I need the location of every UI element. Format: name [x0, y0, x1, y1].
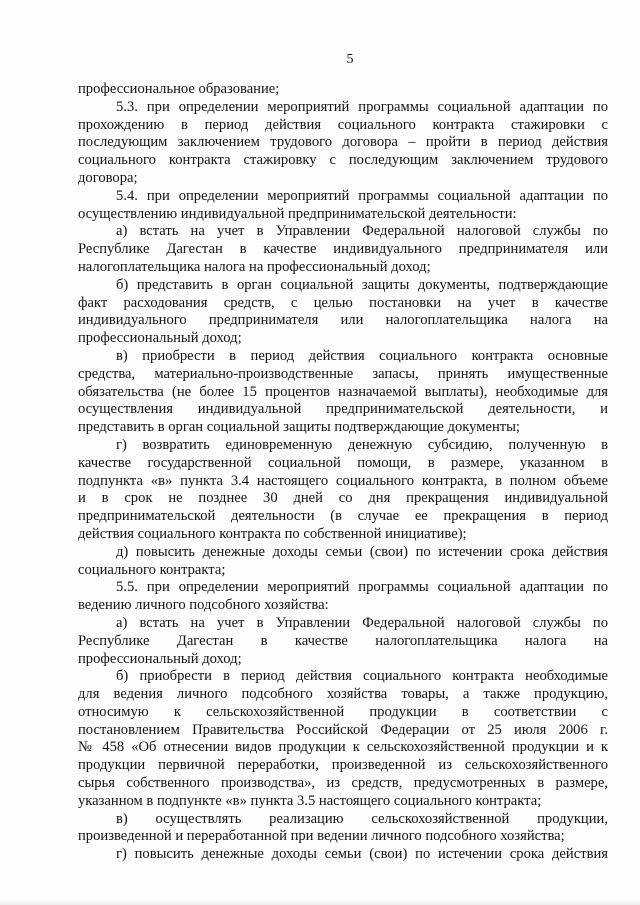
- text-line: ведению личного подсобного хозяйства:: [78, 597, 329, 614]
- text-line: осуществления индивидуальной предпринимательской деятельности, и: [78, 401, 608, 418]
- page-number: 5: [346, 52, 354, 67]
- text-line: б) представить в орган социальной защиты документы, подтверждающие: [116, 276, 608, 293]
- text-line: средства, материально-производственные запасы, принять имущественные: [78, 365, 608, 382]
- text-line: г) возвратить единовременную денежную субсидию, полученную в: [116, 436, 608, 453]
- text-line: профессиональный доход;: [78, 650, 242, 667]
- text-line: Республике Дагестан в качестве индивидуального предпринимателя или: [78, 241, 608, 258]
- text-line: произведенной и переработанной при ведении личного подсобного хозяйства;: [78, 828, 565, 845]
- text-line: б) приобрести в период действия социального контракта необходимые: [116, 668, 608, 685]
- text-line: осуществлению индивидуальной предпринимательской деятельности:: [78, 205, 517, 222]
- text-line: социального контракта стажировку с последующим заключением трудового: [78, 152, 608, 169]
- text-line: представить в орган социальной защиты подтверждающие документы;: [78, 419, 520, 436]
- text-line: продукции первичной переработки, произведенной из сельскохозяйственного: [78, 757, 608, 774]
- text-line: подпункта «в» пункта 3.4 настоящего социального контракта, в полном объеме: [78, 472, 608, 489]
- text-line: относимую к сельскохозяйственной продукции в соответствии с: [78, 703, 608, 720]
- text-line: действия социального контракта по собственной инициативе);: [78, 525, 467, 542]
- text-line: предпринимательской деятельности (в случае ее прекращения в период: [78, 508, 608, 525]
- text-line: д) повысить денежные доходы семьи (свои) по истечении срока действия: [116, 543, 608, 560]
- text-line: договора;: [78, 169, 138, 186]
- text-line: Республике Дагестан в качестве налогоплательщика налога на: [78, 632, 608, 649]
- scan-edge: [0, 899, 640, 905]
- text-line: качестве государственной социальной помощи, в размере, указанном в: [78, 454, 608, 471]
- text-line: сырья собственного производства», из средств, предусмотренных в размере,: [78, 775, 608, 792]
- text-line: 5.4. при определении мероприятий программы социальной адаптации по: [116, 187, 608, 204]
- text-line: для ведения личного подсобного хозяйства товары, а также продукцию,: [78, 686, 608, 703]
- text-line: постановлением Правительства Российской Федерации от 25 июля 2006 г.: [78, 721, 608, 738]
- text-line: социального контракта;: [78, 561, 226, 578]
- text-line: указанном в подпункте «в» пункта 3.5 настоящего социального контракта;: [78, 792, 542, 809]
- text-line: обязательства (не более 15 процентов назначаемой выплаты), необходимые для: [78, 383, 608, 400]
- text-line: профессиональный доход;: [78, 330, 242, 347]
- text-line: а) встать на учет в Управлении Федеральной налоговой службы по: [116, 223, 608, 240]
- text-line: и в срок не позднее 30 дней со дня прекращения индивидуальной: [78, 490, 608, 507]
- text-line: налогоплательщика налога на профессиональный доход;: [78, 258, 431, 275]
- text-line: индивидуального предпринимателя или налогоплательщика налога на: [78, 312, 608, 329]
- text-line: в) осуществлять реализацию сельскохозяйственной продукции,: [116, 810, 608, 827]
- text-line: прохождению в период действия социального контракта стажировки с: [78, 116, 608, 133]
- text-line: профессиональное образование;: [78, 81, 280, 97]
- text-line: а) встать на учет в Управлении Федеральной налоговой службы по: [116, 614, 608, 631]
- text-line: факт расходования средств, с целью постановки на учет в качестве: [78, 294, 608, 311]
- text-line: в) приобрести в период действия социального контракта основные: [116, 347, 608, 364]
- text-line: 5.5. при определении мероприятий программы социальной адаптации по: [116, 579, 608, 596]
- document-body: [78, 81, 608, 864]
- text-line: г) повысить денежные доходы семьи (свои) по истечении срока действия: [116, 846, 608, 863]
- text-line: 5.3. при определении мероприятий программы социальной адаптации по: [116, 98, 608, 115]
- text-line: последующим заключением трудового договора – пройти в период действия: [78, 134, 608, 151]
- text-line: № 458 «Об отнесении видов продукции к сельскохозяйственной продукции и к: [78, 739, 608, 756]
